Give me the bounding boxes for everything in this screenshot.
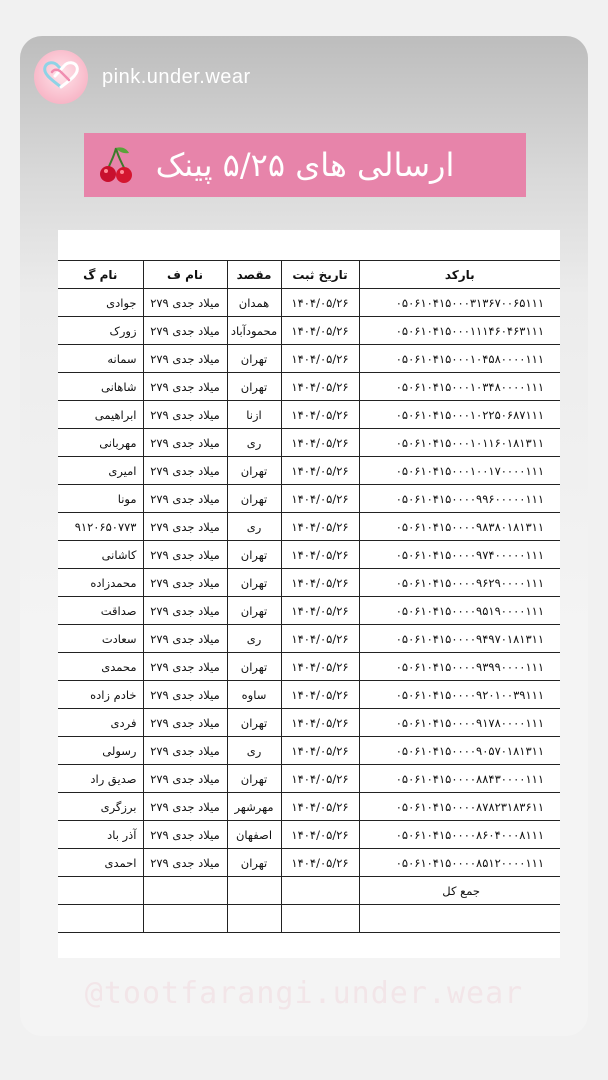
cell-destination: ری [227, 625, 281, 653]
cell-first-name: صداقت [58, 597, 143, 625]
cell-barcode: ۰۵۰۶۱۰۴۱۵۰۰۰۰۹۴۹۷۰۱۸۱۳۱۱ [359, 625, 560, 653]
cell-barcode: ۰۵۰۶۱۰۴۱۵۰۰۰۱۰۴۵۸۰۰۰۰۱۱۱ [359, 345, 560, 373]
cell-destination: تهران [227, 485, 281, 513]
cell-date: ۱۴۰۴/۰۵/۲۶ [281, 709, 359, 737]
cell-first-name: خادم زاده [58, 681, 143, 709]
cell-destination: اصفهان [227, 821, 281, 849]
cell-destination: همدان [227, 289, 281, 317]
cell-date: ۱۴۰۴/۰۵/۲۶ [281, 569, 359, 597]
empty-cell [359, 905, 560, 933]
cell-last-name: میلاد جدی ۲۷۹ [143, 429, 227, 457]
cell-first-name: صدیق راد [58, 765, 143, 793]
cell-first-name: ابراهیمی [58, 401, 143, 429]
cell-date: ۱۴۰۴/۰۵/۲۶ [281, 457, 359, 485]
shipment-sheet [58, 230, 560, 958]
table-header-row [58, 261, 560, 289]
table-row [58, 541, 560, 569]
cell-date: ۱۴۰۴/۰۵/۲۶ [281, 485, 359, 513]
cell-first-name: محمدی [58, 653, 143, 681]
cell-last-name: میلاد جدی ۲۷۹ [143, 653, 227, 681]
cell-first-name: سعادت [58, 625, 143, 653]
cell-first-name: محمدزاده [58, 569, 143, 597]
cell-date: ۱۴۰۴/۰۵/۲۶ [281, 345, 359, 373]
cell-first-name: امیری [58, 457, 143, 485]
table-row [58, 681, 560, 709]
table-row [58, 569, 560, 597]
profile-username[interactable]: pink.under.wear [102, 65, 251, 88]
cell-last-name: میلاد جدی ۲۷۹ [143, 849, 227, 877]
header-first-name: نام گ [58, 261, 143, 289]
title-banner [84, 133, 526, 197]
cell-last-name: میلاد جدی ۲۷۹ [143, 513, 227, 541]
cell-barcode: ۰۵۰۶۱۰۴۱۵۰۰۰۰۹۶۲۹۰۰۰۰۱۱۱ [359, 569, 560, 597]
cell-barcode: ۰۵۰۶۱۰۴۱۵۰۰۰۰۹۱۷۸۰۰۰۰۱۱۱ [359, 709, 560, 737]
cell-date: ۱۴۰۴/۰۵/۲۶ [281, 597, 359, 625]
table-row [58, 765, 560, 793]
cell-last-name: میلاد جدی ۲۷۹ [143, 765, 227, 793]
cell-destination: تهران [227, 541, 281, 569]
cell-barcode: ۰۵۰۶۱۰۴۱۵۰۰۰۱۰۱۱۶۰۱۸۱۳۱۱ [359, 429, 560, 457]
cell-first-name: مهربانی [58, 429, 143, 457]
cell-date: ۱۴۰۴/۰۵/۲۶ [281, 793, 359, 821]
cell-date: ۱۴۰۴/۰۵/۲۶ [281, 373, 359, 401]
cell-last-name: میلاد جدی ۲۷۹ [143, 597, 227, 625]
table-row [58, 709, 560, 737]
cell-first-name: آذر باد [58, 821, 143, 849]
cell-barcode: ۰۵۰۶۱۰۴۱۵۰۰۰۰۹۵۱۹۰۰۰۰۱۱۱ [359, 597, 560, 625]
cell-barcode: ۰۵۰۶۱۰۴۱۵۰۰۰۱۱۱۴۶۰۴۶۳۱۱۱ [359, 317, 560, 345]
cell-destination: ری [227, 429, 281, 457]
watermark-text: @tootfarangi.under.wear [84, 976, 524, 1011]
cell-destination: تهران [227, 765, 281, 793]
table-row [58, 401, 560, 429]
cell-date: ۱۴۰۴/۰۵/۲۶ [281, 289, 359, 317]
cell-destination: ری [227, 737, 281, 765]
cell-date: ۱۴۰۴/۰۵/۲۶ [281, 541, 359, 569]
cell-last-name: میلاد جدی ۲۷۹ [143, 793, 227, 821]
cell-barcode: ۰۵۰۶۱۰۴۱۵۰۰۰۱۰۳۴۸۰۰۰۰۱۱۱ [359, 373, 560, 401]
table-row [58, 485, 560, 513]
cell-destination: تهران [227, 849, 281, 877]
cell-first-name: جوادی [58, 289, 143, 317]
cell-date: ۱۴۰۴/۰۵/۲۶ [281, 317, 359, 345]
shipment-table [58, 260, 560, 933]
cell-first-name: مونا [58, 485, 143, 513]
table-row [58, 793, 560, 821]
cell-date: ۱۴۰۴/۰۵/۲۶ [281, 821, 359, 849]
total-cell-1 [58, 877, 143, 905]
table-row [58, 429, 560, 457]
table-row [58, 653, 560, 681]
cell-destination: تهران [227, 457, 281, 485]
story-card [20, 36, 588, 1036]
cell-date: ۱۴۰۴/۰۵/۲۶ [281, 737, 359, 765]
banner-title: ارسالی های ۵/۲۵ پینک [155, 146, 455, 184]
empty-row [58, 905, 560, 933]
cell-last-name: میلاد جدی ۲۷۹ [143, 541, 227, 569]
header-date: تاریخ ثبت [281, 261, 359, 289]
cell-last-name: میلاد جدی ۲۷۹ [143, 737, 227, 765]
cell-destination: ازنا [227, 401, 281, 429]
cell-barcode: ۰۵۰۶۱۰۴۱۵۰۰۰۰۸۷۸۲۳۱۸۳۶۱۱ [359, 793, 560, 821]
heart-logo-icon [41, 60, 81, 94]
cell-barcode: ۰۵۰۶۱۰۴۱۵۰۰۰۰۹۷۴۰۰۰۰۰۱۱۱ [359, 541, 560, 569]
table-row [58, 849, 560, 877]
cell-last-name: میلاد جدی ۲۷۹ [143, 709, 227, 737]
cell-destination: تهران [227, 345, 281, 373]
cell-destination: مهرشهر [227, 793, 281, 821]
cell-barcode: ۰۵۰۶۱۰۴۱۵۰۰۰۱۰۰۱۷۰۰۰۰۱۱۱ [359, 457, 560, 485]
cell-date: ۱۴۰۴/۰۵/۲۶ [281, 681, 359, 709]
cell-barcode: ۰۵۰۶۱۰۴۱۵۰۰۰۰۹۰۵۷۰۱۸۱۳۱۱ [359, 737, 560, 765]
cell-first-name: شاهانی [58, 373, 143, 401]
cell-date: ۱۴۰۴/۰۵/۲۶ [281, 625, 359, 653]
header-last-name: نام ف [143, 261, 227, 289]
cell-date: ۱۴۰۴/۰۵/۲۶ [281, 849, 359, 877]
cell-last-name: میلاد جدی ۲۷۹ [143, 317, 227, 345]
cell-barcode: ۰۵۰۶۱۰۴۱۵۰۰۰۰۹۳۹۹۰۰۰۰۱۱۱ [359, 653, 560, 681]
cell-last-name: میلاد جدی ۲۷۹ [143, 625, 227, 653]
cell-first-name: برزگری [58, 793, 143, 821]
cell-destination: ری [227, 513, 281, 541]
cell-date: ۱۴۰۴/۰۵/۲۶ [281, 401, 359, 429]
cell-first-name: فردی [58, 709, 143, 737]
cell-last-name: میلاد جدی ۲۷۹ [143, 569, 227, 597]
cell-first-name: رسولی [58, 737, 143, 765]
empty-cell [143, 905, 227, 933]
cell-destination: تهران [227, 597, 281, 625]
cell-first-name: زورک [58, 317, 143, 345]
cell-destination: ساوه [227, 681, 281, 709]
cell-last-name: میلاد جدی ۲۷۹ [143, 345, 227, 373]
cell-first-name: سمانه [58, 345, 143, 373]
story-header [34, 50, 251, 104]
cell-first-name: کاشانی [58, 541, 143, 569]
cell-last-name: میلاد جدی ۲۷۹ [143, 485, 227, 513]
cell-barcode: ۰۵۰۶۱۰۴۱۵۰۰۰۱۰۲۲۵۰۶۸۷۱۱۱ [359, 401, 560, 429]
cell-last-name: میلاد جدی ۲۷۹ [143, 373, 227, 401]
table-row [58, 345, 560, 373]
cell-barcode: ۰۵۰۶۱۰۴۱۵۰۰۰۰۸۵۱۲۰۰۰۰۱۱۱ [359, 849, 560, 877]
total-cell-3 [227, 877, 281, 905]
empty-cell [281, 905, 359, 933]
table-row [58, 373, 560, 401]
cell-barcode: ۰۵۰۶۱۰۴۱۵۰۰۰۰۸۸۴۳۰۰۰۰۱۱۱ [359, 765, 560, 793]
cell-date: ۱۴۰۴/۰۵/۲۶ [281, 513, 359, 541]
total-row [58, 877, 560, 905]
cell-barcode: ۰۵۰۶۱۰۴۱۵۰۰۰۳۱۳۶۷۰۰۶۵۱۱۱ [359, 289, 560, 317]
cell-first-name: ۹۱۲۰۶۵۰۷۷۳ [58, 513, 143, 541]
header-barcode: بارکد [359, 261, 560, 289]
cell-destination: تهران [227, 373, 281, 401]
empty-cell [227, 905, 281, 933]
cell-last-name: میلاد جدی ۲۷۹ [143, 457, 227, 485]
cell-date: ۱۴۰۴/۰۵/۲۶ [281, 429, 359, 457]
empty-cell [58, 905, 143, 933]
cell-date: ۱۴۰۴/۰۵/۲۶ [281, 653, 359, 681]
cell-last-name: میلاد جدی ۲۷۹ [143, 821, 227, 849]
table-row [58, 317, 560, 345]
cell-date: ۱۴۰۴/۰۵/۲۶ [281, 765, 359, 793]
table-row [58, 597, 560, 625]
cell-destination: تهران [227, 569, 281, 597]
total-cell-2 [143, 877, 227, 905]
cell-barcode: ۰۵۰۶۱۰۴۱۵۰۰۰۰۹۲۰۱۰۰۳۹۱۱۱ [359, 681, 560, 709]
total-label: جمع کل [359, 877, 560, 905]
cell-destination: محمودآباد [227, 317, 281, 345]
cell-last-name: میلاد جدی ۲۷۹ [143, 681, 227, 709]
cell-barcode: ۰۵۰۶۱۰۴۱۵۰۰۰۰۹۸۳۸۰۱۸۱۳۱۱ [359, 513, 560, 541]
table-row [58, 513, 560, 541]
total-cell-4 [281, 877, 359, 905]
cell-last-name: میلاد جدی ۲۷۹ [143, 401, 227, 429]
cherry-icon [98, 145, 134, 189]
header-destination: مقصد [227, 261, 281, 289]
table-row [58, 821, 560, 849]
cell-destination: تهران [227, 709, 281, 737]
cell-first-name: احمدی [58, 849, 143, 877]
cell-destination: تهران [227, 653, 281, 681]
cell-last-name: میلاد جدی ۲۷۹ [143, 289, 227, 317]
profile-avatar[interactable] [34, 50, 88, 104]
table-row [58, 457, 560, 485]
cell-barcode: ۰۵۰۶۱۰۴۱۵۰۰۰۰۹۹۶۰۰۰۰۰۱۱۱ [359, 485, 560, 513]
table-row [58, 737, 560, 765]
cell-barcode: ۰۵۰۶۱۰۴۱۵۰۰۰۰۸۶۰۴۰۰۰۸۱۱۱ [359, 821, 560, 849]
table-row [58, 625, 560, 653]
table-row [58, 289, 560, 317]
